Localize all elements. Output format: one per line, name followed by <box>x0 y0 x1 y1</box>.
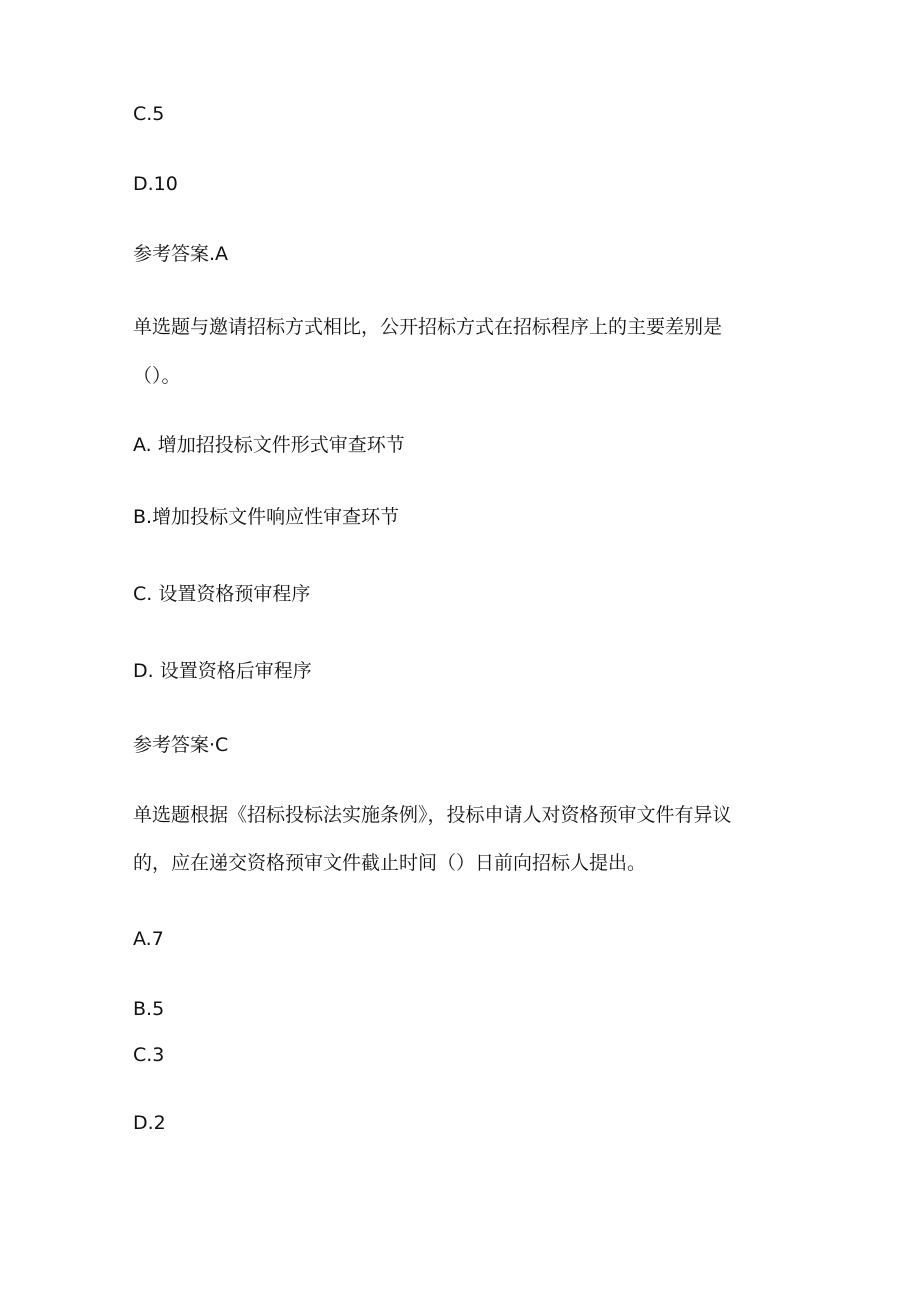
question-stem-line-2: 的，应在递交资格预审文件截止时间（）日前向招标人提出。 <box>133 852 647 874</box>
option-c: C.3 <box>133 1044 165 1066</box>
question-stem-line-1: 单选题根据《招标投标法实施条例》，投标申请人对资格预审文件有异议 <box>133 804 732 826</box>
option-b: B.5 <box>133 998 165 1020</box>
option-c: C.5 <box>133 103 165 125</box>
option-d: D.2 <box>133 1112 166 1134</box>
option-d: D. 设置资格后审程序 <box>133 660 312 682</box>
answer-text: 参考答案·C <box>133 734 229 756</box>
option-b: B.增加投标文件响应性审查环节 <box>133 506 400 528</box>
option-d: D.10 <box>133 173 178 195</box>
option-c: C. 设置资格预审程序 <box>133 583 311 605</box>
answer-text: 参考答案.A <box>133 243 229 265</box>
question-stem-line-2: （）。 <box>133 365 181 387</box>
question-stem-line-1: 单选题与邀请招标方式相比，公开招标方式在招标程序上的主要差别是 <box>133 316 723 338</box>
option-a: A.7 <box>133 928 164 950</box>
option-a: A. 增加招投标文件形式审查环节 <box>133 434 405 456</box>
